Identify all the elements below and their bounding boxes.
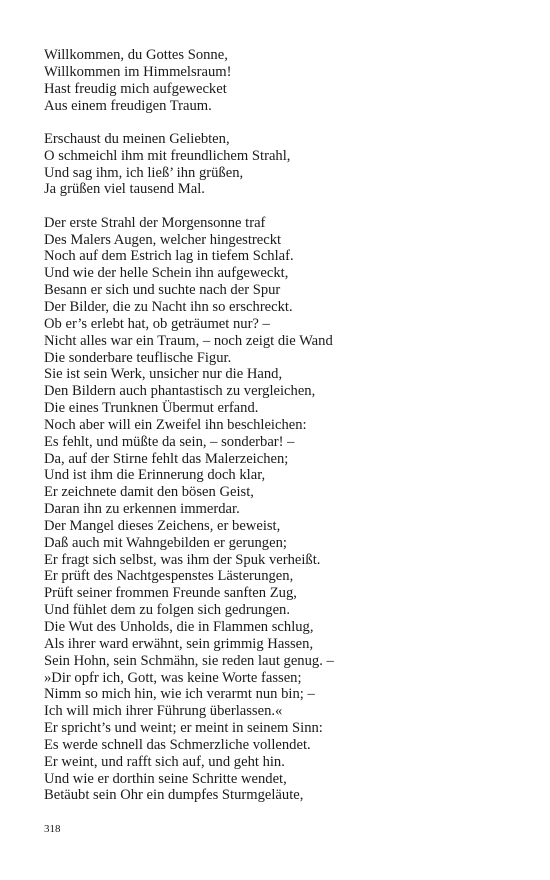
poem-line: O schmeichl ihm mit freundlichem Strahl, [44,147,291,164]
poem-line: Und wie er dorthin seine Schritte wendet, [44,770,287,787]
poem-line: Betäubt sein Ohr ein dumpfes Sturmgeläute, [44,787,304,804]
poem-line: Er fragt sich selbst, was ihm der Spuk verheißt. [44,551,321,568]
page-number: 318 [44,823,61,835]
poem-line: Es werde schnell das Schmerzliche vollendet. [44,736,311,753]
stanza-3 [44,215,524,805]
poem-line: Aus einem freudigen Traum. [44,97,212,114]
poem-line: Des Malers Augen, welcher hingestreckt [44,231,282,248]
poem-line: Es fehlt, und müßte da sein, – sonderbar! – [44,433,295,450]
poem-line: Noch auf dem Estrich lag in tiefem Schlaf. [44,248,294,265]
poem-line: Willkommen, du Gottes Sonne, [44,47,228,63]
poem-line: Nicht alles war ein Traum, – noch zeigt die Wand [44,332,333,349]
poem-line: Willkommen im Himmelsraum! [44,63,232,80]
poem-line: Ob er’s erlebt hat, ob geträumet nur? – [44,315,270,332]
poem-line: Und wie der helle Schein ihn aufgeweckt, [44,265,289,282]
poem-line: Sie ist sein Werk, unsicher nur die Hand, [44,366,283,383]
poem-line: Daß auch mit Wahngebilden er gerungen; [44,534,287,551]
poem-line: Der Bilder, die zu Nacht ihn so erschreckt. [44,298,293,315]
poem-line: Die sonderbare teuflische Figur. [44,349,232,366]
poem-line: Noch aber will ein Zweifel ihn beschleichen: [44,416,307,433]
stanza-2 [44,131,524,198]
poem-line: Ja grüßen viel tausend Mal. [44,181,205,198]
poem-line: Als ihrer ward erwähnt, sein grimmig Hassen, [44,635,314,652]
poem-line: Der Mangel dieses Zeichens, er beweist, [44,517,281,534]
poem-line: Die Wut des Unholds, die in Flammen schlug, [44,619,314,635]
poem-line: Sein Hohn, sein Schmähn, sie reden laut genug. – [44,652,334,669]
poem-line: Er zeichnete damit den bösen Geist, [44,484,254,501]
poem-line: Der erste Strahl der Morgensonne traf [44,214,266,231]
stanza-1 [44,47,524,114]
poem-line: Daran ihn zu erkennen immerdar. [44,501,240,518]
poem-text [44,47,524,821]
poem-line: Und fühlet dem zu folgen sich gedrungen. [44,602,290,619]
poem-line: Hast freudig mich aufgewecket [44,80,227,97]
poem-line: Und ist ihm die Erinnerung doch klar, [44,467,266,484]
poem-line: »Dir opfr ich, Gott, was keine Worte fassen; [44,669,302,686]
poem-line: Prüft seiner frommen Freunde sanften Zug, [44,585,297,602]
poem-line: Besann er sich und suchte nach der Spur [44,282,281,299]
poem-line: Den Bildern auch phantastisch zu vergleichen, [44,383,316,400]
poem-line: Und sag ihm, ich ließ’ ihn grüßen, [44,164,244,181]
poem-line: Da, auf der Stirne fehlt das Malerzeichen; [44,450,289,467]
poem-line: Er spricht’s und weint; er meint in seinem Sinn: [44,720,323,737]
poem-line: Die eines Trunknen Übermut erfand. [44,400,259,417]
poem-line: Nimm so mich hin, wie ich verarmt nun bin; – [44,686,315,703]
poem-line: Er weint, und rafft sich auf, und geht hin. [44,753,285,770]
poem-line: Erschaust du meinen Geliebten, [44,130,230,147]
poem-line: Ich will mich ihrer Führung überlassen.« [44,703,283,720]
poem-line: Er prüft des Nachtgespenstes Lästerungen, [44,568,294,585]
